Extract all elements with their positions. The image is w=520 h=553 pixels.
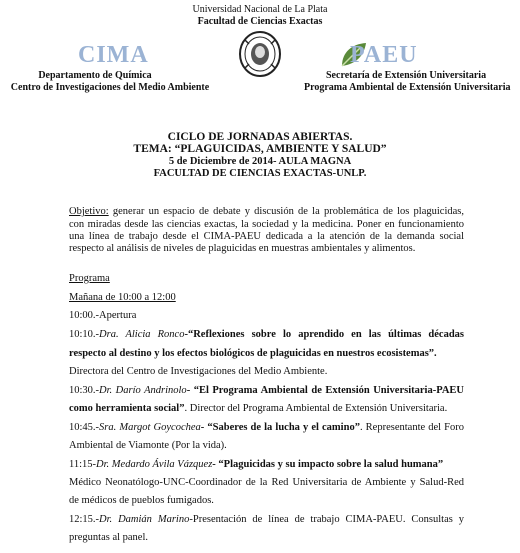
speaker-4: Dr. Medardo Ávila Vázquez: [96, 459, 213, 470]
objective-line-2: con miradas desde las ciencias exactas, la sociedad y la medicina. Poner en funcionamiento: [69, 219, 464, 230]
objective-line-3: una línea de trabajo desde el CIMA-PAEU dedicada a la atención de la demanda social: [69, 231, 464, 242]
paeu-logo: PAEU: [350, 42, 418, 68]
agenda-item-3: 10:45.-Sra. Margot Goycochea- “Saberes de la lucha y el camino”. Representante del Foro: [69, 422, 465, 433]
agenda-item-1: 10:10.-Dra. Alicia Ronco-“Reflexiones sobre lo aprendido en las últimas décadas: [69, 329, 464, 340]
right-affiliation-1: Secretaría de Extensión Universitaria: [326, 70, 487, 81]
agenda-item-1-desc: Directora del Centro de Investigaciones del Medio Ambiente.: [69, 366, 328, 377]
agenda-item-4-desc-2: de médicos de pueblos fumigados.: [69, 495, 214, 506]
event-theme: TEMA: “PLAGUICIDAS, AMBIENTE Y SALUD”: [133, 143, 387, 155]
agenda-item-5: 12:15.-Dr. Damián Marino-Presentación de línea de trabajo CIMA-PAEU. Consultas y: [69, 514, 464, 525]
program-heading: Programa: [69, 273, 110, 284]
speaker-3: Sra. Margot Goycochea: [99, 422, 201, 433]
agenda-item-3-desc: Ambiental de Viamonte (Por la vida).: [69, 440, 227, 451]
session-time: Mañana de 10:00 a 12:00: [69, 292, 176, 303]
right-affiliation-2: Programa Ambiental de Extensión Universitaria: [304, 82, 511, 93]
faculty-name: Facultad de Ciencias Exactas: [197, 16, 323, 27]
university-name: Universidad Nacional de La Plata: [192, 4, 328, 15]
unlp-seal-logo: [237, 30, 283, 78]
opening-item: 10:00.-Apertura: [69, 310, 137, 321]
agenda-item-4: 11:15-Dr. Medardo Ávila Vázquez- “Plaguicidas y su impacto sobre la salud humana”: [69, 459, 444, 470]
speaker-5: Dr. Damián Marino: [99, 514, 190, 525]
agenda-item-5-desc: preguntas al panel.: [69, 532, 149, 543]
agenda-item-2-desc: como herramienta social”. Director del Programa Ambiental de Extensión Universitaria.: [69, 403, 448, 414]
event-title: CICLO DE JORNADAS ABIERTAS.: [167, 131, 353, 143]
agenda-item-4-desc: Médico Neonatólogo-UNC-Coordinador de la Red Universitaria de Ambiente y Salud-Red: [69, 477, 464, 488]
agenda-item-1-title: respecto al destino y los efectos biológicos de plaguicidas en nuestros ecosistemas”.: [69, 348, 437, 359]
objective-line-1: Objetivo: generar un espacio de debate y discusión de la problemática de los plaguicidas,: [69, 206, 464, 217]
speaker-1: Dra. Alicia Ronco: [99, 329, 185, 340]
cima-logo: CIMA: [78, 42, 149, 68]
event-date: 5 de Diciembre de 2014- AULA MAGNA: [168, 156, 352, 167]
objective-label: Objetivo:: [69, 206, 109, 217]
left-affiliation-1: Departamento de Química: [38, 70, 152, 81]
speaker-2: Dr. Darío Andrinolo: [99, 385, 187, 396]
agenda-item-2: 10:30.-Dr. Darío Andrinolo- “El Programa Ambiental de Extensión Universitaria-PAEU: [69, 385, 464, 396]
event-venue: FACULTAD DE CIENCIAS EXACTAS-UNLP.: [153, 168, 367, 179]
left-affiliation-2: Centro de Investigaciones del Medio Ambiente: [10, 82, 210, 93]
objective-line-4: respecto al análisis de niveles de plaguicidas en muestras ambientales y alimentos.: [69, 243, 416, 254]
